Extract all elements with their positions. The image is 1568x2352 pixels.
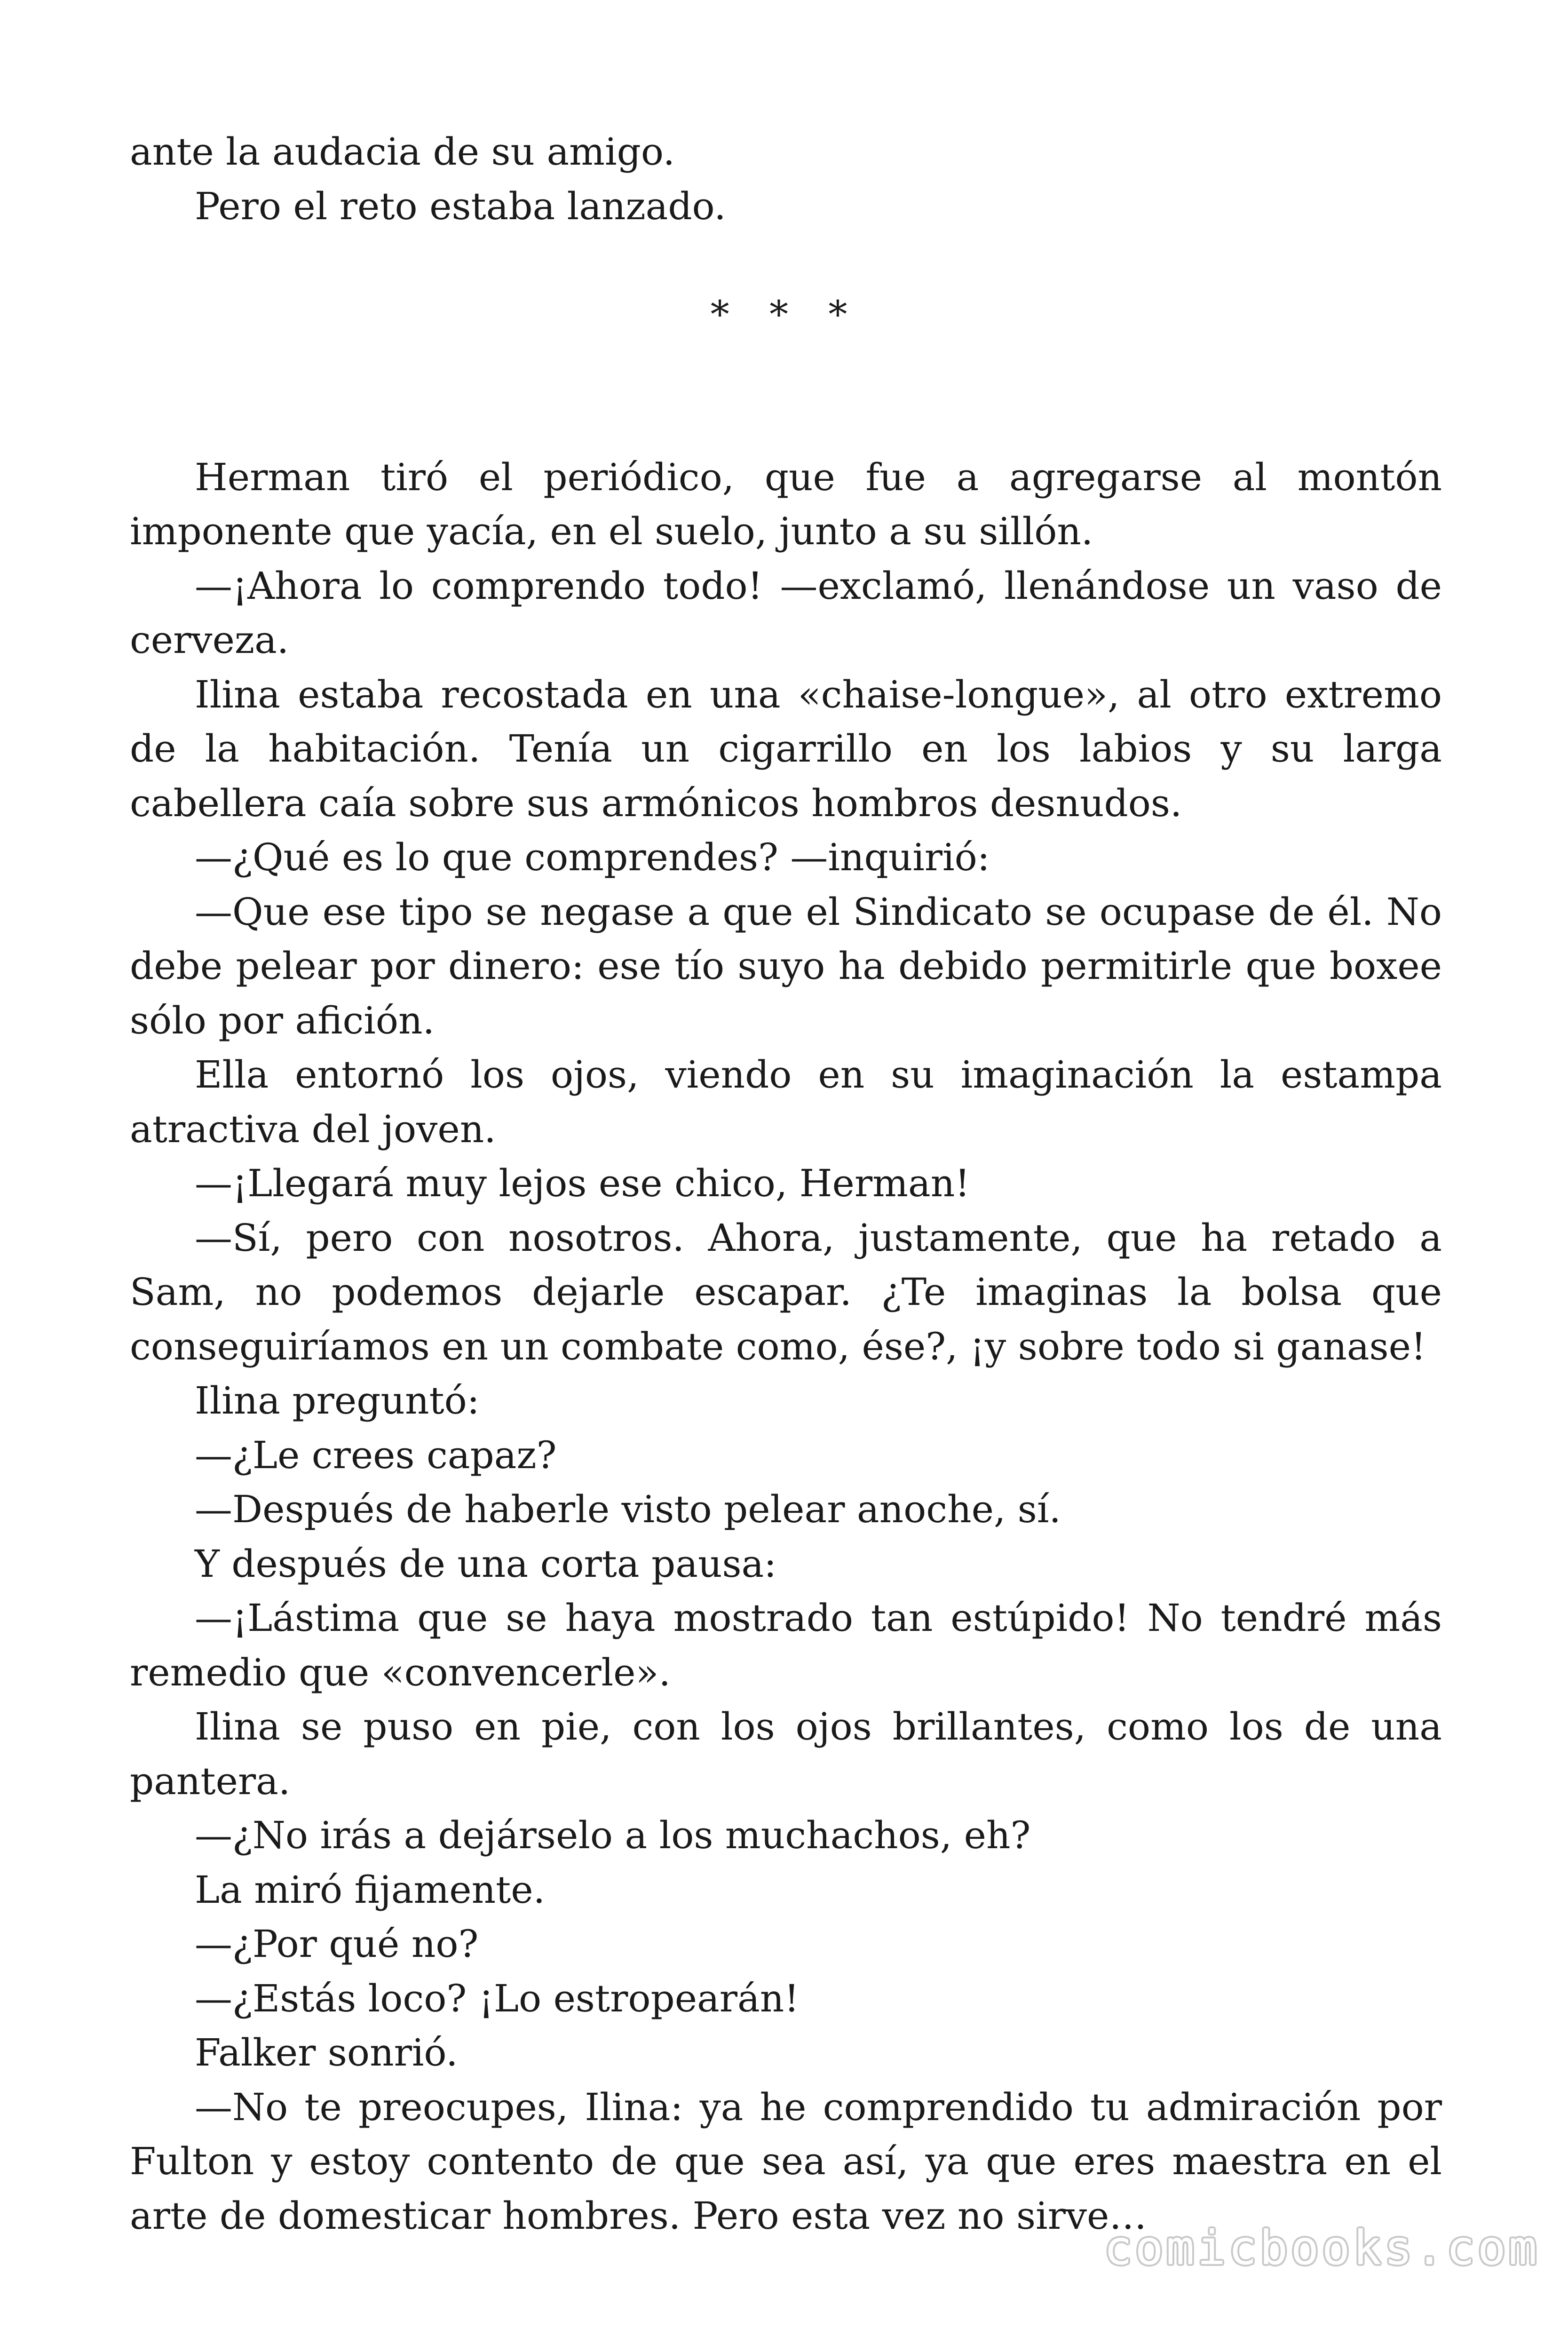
paragraph: La miró fijamente. <box>195 1867 546 1912</box>
scene-separator: * * * <box>710 293 862 336</box>
paragraph: —¿Estás loco? ¡Lo estropearán! <box>195 1976 800 2020</box>
paragraph: —¡Lástima que se haya mostrado tan estúpido! No tendré más remedio que «convencerle». <box>130 1596 1442 1694</box>
paragraph: —¡Llegará muy lejos ese chico, Herman! <box>195 1161 970 1205</box>
paragraph: —Que ese tipo se negase a que el Sindicato se ocupase de él. No debe pelear por dinero: ese tío suyo ha debido permitirle que boxee sólo por afición. <box>130 890 1442 1042</box>
paragraph: —Sí, pero con nosotros. Ahora, justamente, que ha retado a Sam, no podemos dejarle escapar. ¿Te imaginas la bolsa que conseguiríamos en un combate como, ése?, ¡y sobre todo si ganase! <box>130 1216 1442 1368</box>
paragraph: —¿Qué es lo que comprendes? —inquirió: <box>195 835 990 879</box>
paragraph: Pero el reto estaba lanzado. <box>195 184 726 228</box>
paragraph: Herman tiró el periódico, que fue a agregarse al montón imponente que yacía, en el suelo, junto a su sillón. <box>130 455 1442 553</box>
paragraph: Y después de una corta pausa: <box>195 1542 777 1586</box>
paragraph: —No te preocupes, Ilina: ya he comprendido tu admiración por Fulton y estoy contento de que sea así, ya que eres maestra en el arte de domesticar hombres. Pero esta vez no sirve… <box>130 2085 1442 2238</box>
paragraph: Ilina estaba recostada en una «chaise-longue», al otro extremo de la habitación. Tenía un cigarrillo en los labios y su larga cabellera caía sobre sus armónicos hombros desnudos. <box>130 672 1442 825</box>
paragraph-continuation: ante la audacia de su amigo. <box>130 130 675 174</box>
paragraph: —¿Le crees capaz? <box>195 1433 557 1477</box>
paragraph: —¡Ahora lo comprendo todo! —exclamó, llenándose un vaso de cerveza. <box>130 564 1442 662</box>
watermark: comicbooks.com <box>1104 2220 1540 2275</box>
paragraph: —¿Por qué no? <box>195 1922 479 1966</box>
paragraph: —Después de haberle visto pelear anoche, sí. <box>195 1487 1061 1531</box>
paragraph: —¿No irás a dejárselo a los muchachos, eh? <box>195 1813 1031 1857</box>
paragraph: Falker sonrió. <box>195 2031 458 2074</box>
paragraph: Ilina preguntó: <box>195 1379 480 1422</box>
page-text <box>130 125 1442 2243</box>
paragraph: Ilina se puso en pie, con los ojos brillantes, como los de una pantera. <box>130 1705 1442 1803</box>
paragraph: Ella entornó los ojos, viendo en su imaginación la estampa atractiva del joven. <box>130 1053 1442 1151</box>
